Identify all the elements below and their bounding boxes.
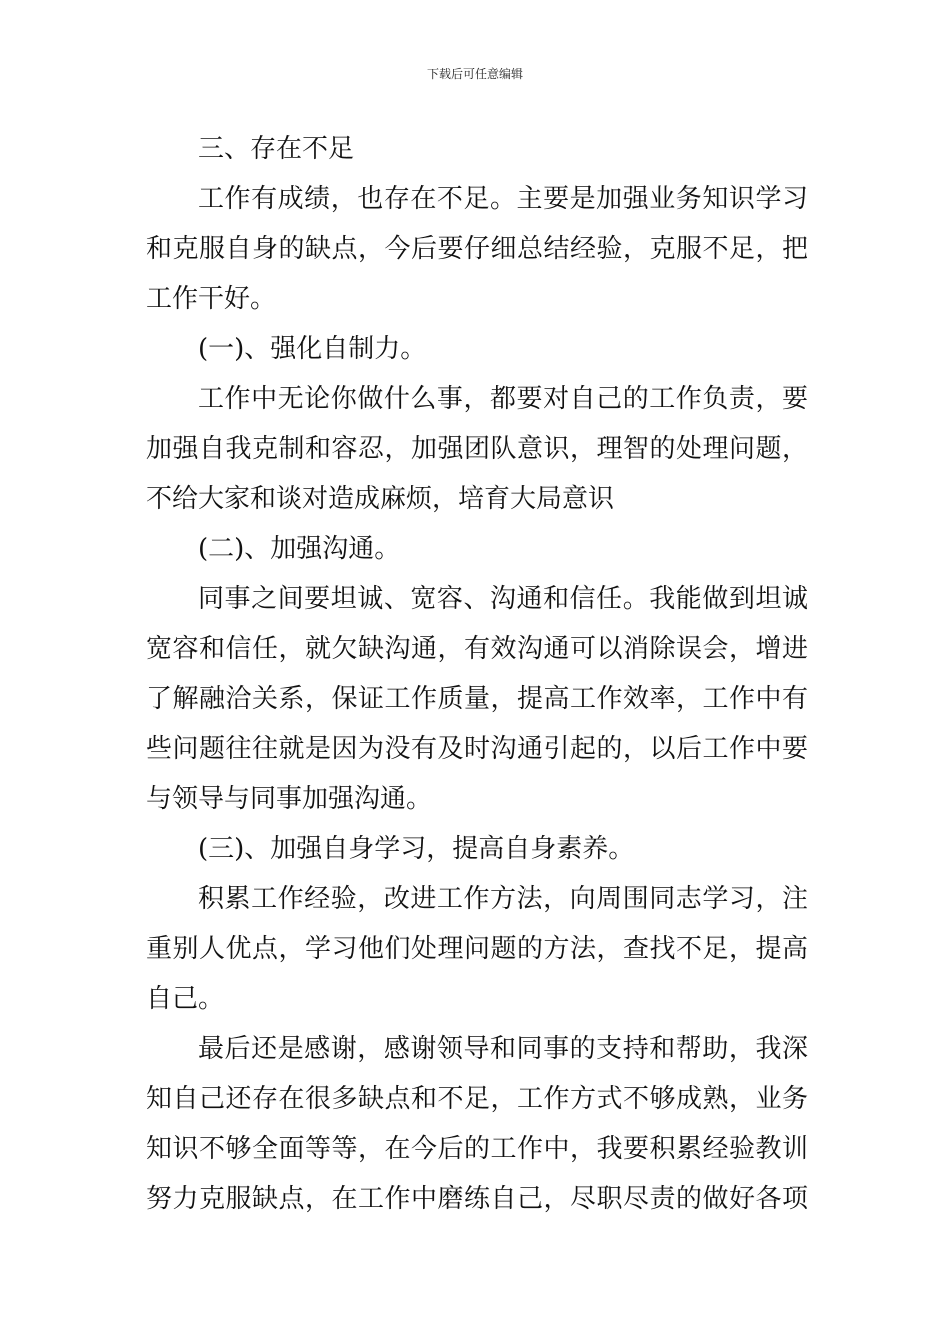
paragraph-line: 和克服自身的缺点，今后要仔细总结经验，克服不足，把	[146, 234, 808, 264]
paragraph-line: 工作有成绩，也存在不足。主要是加强业务知识学习	[198, 184, 808, 214]
paragraph-line: 加强自我克制和容忍，加强团队意识，理智的处理问题，	[146, 434, 808, 464]
paragraph-line: 最后还是感谢，感谢领导和同事的支持和帮助，我深	[198, 1034, 808, 1064]
paragraph-line: 不给大家和谈对造成麻烦，培育大局意识	[146, 484, 615, 514]
paragraph-line: 同事之间要坦诚、宽容、沟通和信任。我能做到坦诚	[198, 584, 808, 614]
paragraph-line: 工作干好。	[146, 284, 277, 314]
paragraph-line: 些问题往往就是因为没有及时沟通引起的，以后工作中要	[146, 734, 808, 764]
paragraph-line: 自己。	[146, 984, 225, 1014]
paragraph-line: 与领导与同事加强沟通。	[146, 784, 433, 814]
subsection-heading: (一)、强化自制力。	[198, 334, 427, 364]
paragraph-line: 重别人优点，学习他们处理问题的方法，查找不足，提高	[146, 934, 808, 964]
header-note: 下载后可任意编辑	[426, 67, 523, 81]
paragraph-line: 宽容和信任，就欠缺沟通，有效沟通可以消除误会，增进	[146, 634, 808, 664]
paragraph-line: 积累工作经验，改进工作方法，向周围同志学习，注	[198, 884, 808, 914]
paragraph-line: 工作中无论你做什么事，都要对自己的工作负责，要	[198, 384, 808, 414]
subsection-heading: (三)、加强自身学习，提高自身素养。	[198, 834, 635, 864]
paragraph-line: 知识不够全面等等，在今后的工作中，我要积累经验教训	[146, 1134, 808, 1164]
paragraph-line: 努力克服缺点，在工作中磨练自己，尽职尽责的做好各项	[146, 1184, 808, 1214]
subsection-heading: (二)、加强沟通。	[198, 534, 401, 564]
paragraph-line: 了解融洽关系，保证工作质量，提高工作效率，工作中有	[146, 684, 808, 714]
paragraph-line: 知自己还存在很多缺点和不足，工作方式不够成熟，业务	[146, 1084, 808, 1114]
document-body	[146, 124, 808, 1224]
section-heading: 三、存在不足	[198, 134, 355, 164]
